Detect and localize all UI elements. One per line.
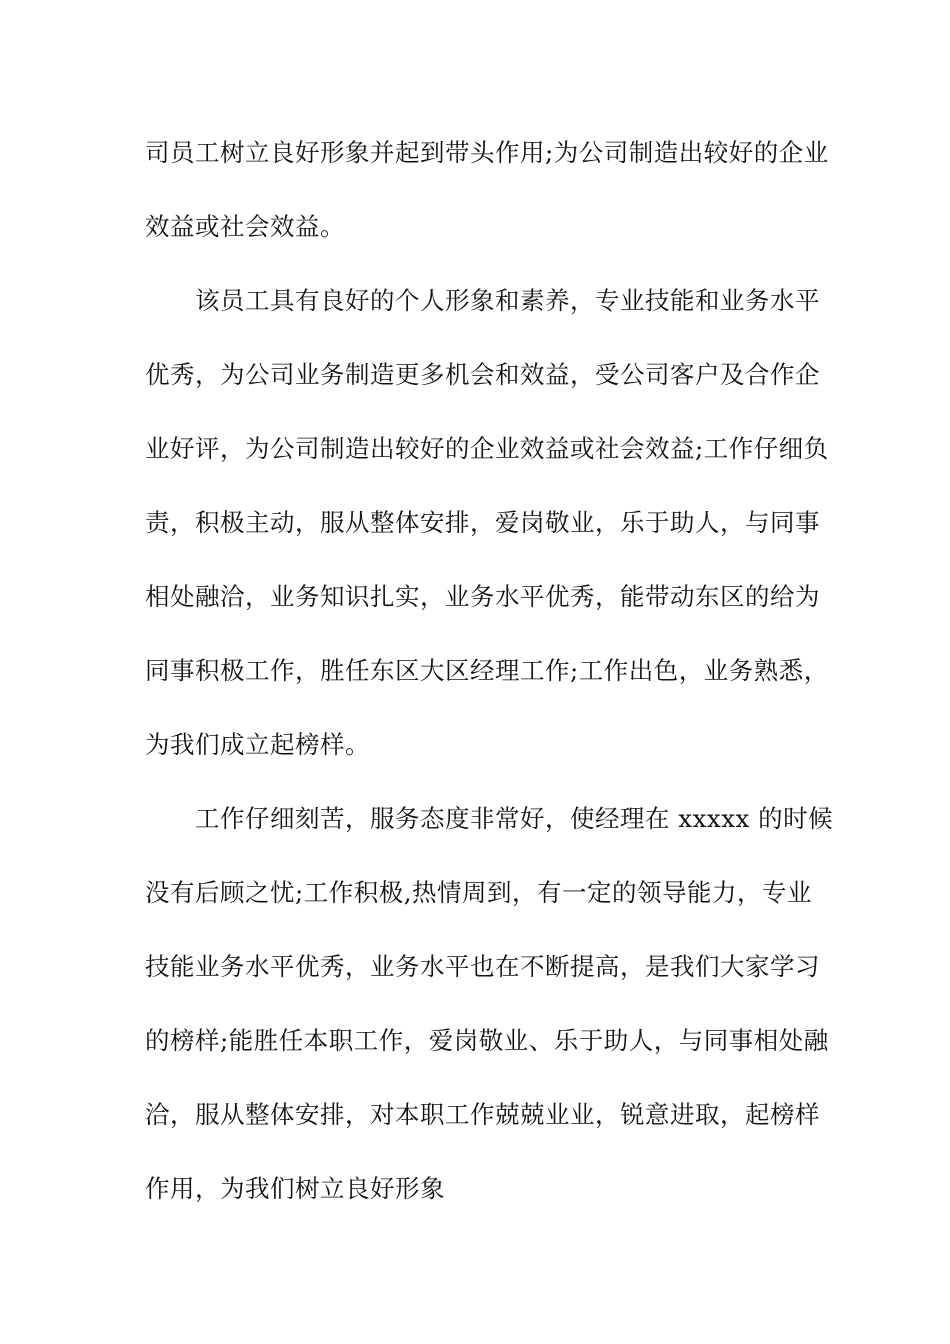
text-line-2: 效益或社会效益。	[145, 212, 345, 241]
text-line-4: 优秀，为公司业务制造更多机会和效益，受公司客户及合作企	[145, 360, 820, 389]
text-line-13: 的榜样;能胜任本职工作，爱岗敬业、乐于助人，与同事相处融	[145, 1026, 829, 1055]
paragraph-start-line: 工作仔细刻苦，服务态度非常好，使经理在 xxxxx 的时候	[195, 804, 834, 833]
text-line-15: 作用，为我们树立良好形象	[145, 1174, 445, 1203]
text-line-7: 相处融洽，业务知识扎实，业务水平优秀，能带动东区的给为	[145, 582, 820, 611]
text-line-11: 没有后顾之忧;工作积极,热情周到，有一定的领导能力，专业	[145, 878, 813, 907]
paragraph-start-line: 该员工具有良好的个人形象和素养，专业技能和业务水平	[195, 286, 820, 315]
text-line-1: 司员工树立良好形象并起到带头作用;为公司制造出较好的企业	[145, 138, 829, 167]
text-line-14: 洽，服从整体安排，对本职工作兢兢业业，锐意进取，起榜样	[145, 1100, 820, 1129]
text-line-5: 业好评，为公司制造出较好的企业效益或社会效益;工作仔细负	[145, 434, 829, 463]
text-line-8: 同事积极工作，胜任东区大区经理工作;工作出色，业务熟悉，	[145, 656, 829, 685]
text-line-9: 为我们成立起榜样。	[145, 730, 370, 759]
text-line-6: 责，积极主动，服从整体安排，爱岗敬业，乐于助人，与同事	[145, 508, 820, 537]
text-line-12: 技能业务水平优秀，业务水平也在不断提高，是我们大家学习	[145, 952, 820, 981]
